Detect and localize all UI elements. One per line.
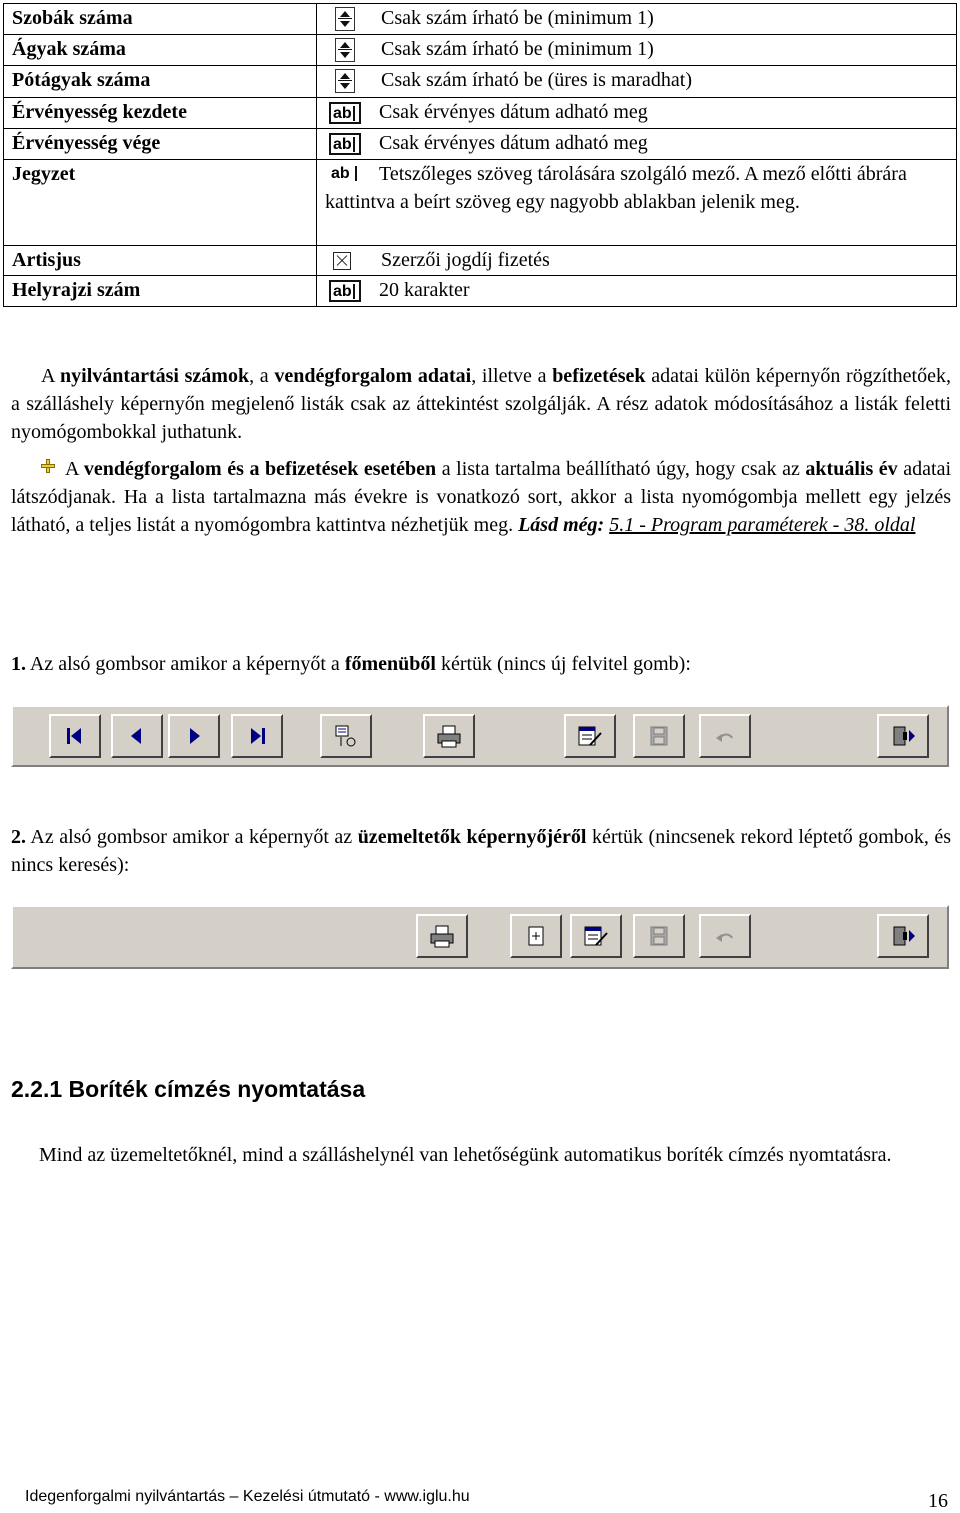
field-table — [3, 3, 957, 307]
checkbox-icon — [333, 252, 351, 270]
spinner-icon — [335, 7, 355, 31]
undo-button[interactable] — [699, 714, 751, 758]
print-icon — [428, 923, 456, 949]
print-icon — [435, 723, 463, 749]
undo-button[interactable] — [699, 914, 751, 958]
field-label: Pótágyak száma — [4, 66, 317, 98]
save-button[interactable] — [633, 914, 685, 958]
edit-icon — [582, 923, 610, 949]
table-row — [4, 246, 957, 276]
field-description: Csak érvényes dátum adható meg — [379, 101, 648, 123]
section-heading: 2.2.1 Boríték címzés nyomtatása — [11, 1076, 366, 1102]
new-record-icon — [522, 923, 550, 949]
next-record-icon — [180, 723, 208, 749]
field-description: 20 karakter — [379, 279, 470, 301]
search-button[interactable] — [320, 714, 372, 758]
first-record-icon — [61, 723, 89, 749]
toolbar-operators — [11, 905, 949, 969]
exit-icon — [889, 723, 917, 749]
footer-text: Idegenforgalmi nyilvántartás – Kezelési útmutató - www.iglu.hu — [25, 1488, 470, 1505]
plus-icon — [41, 459, 55, 473]
first-record-button[interactable] — [49, 714, 101, 758]
edit-icon — [576, 723, 604, 749]
field-label: Érvényesség kezdete — [4, 98, 317, 129]
undo-icon — [711, 723, 739, 749]
next-record-button[interactable] — [168, 714, 220, 758]
field-label: Szobák száma — [4, 4, 317, 35]
table-row — [4, 98, 957, 129]
save-icon — [645, 923, 673, 949]
table-row — [4, 160, 957, 246]
textbox-icon: ab — [329, 102, 361, 124]
see-also-label: Lásd még: — [518, 514, 605, 536]
paragraph-envelope: Mind az üzemeltetőknél, mind a szálláshelynél van lehetőségünk automatikus boríték címzés nyomtatásra. — [39, 1144, 892, 1166]
paragraph-intro: A nyilvántartási számok, a vendégforgalom adatai, illetve a befizetések adatai külön képernyőn rögzíthetőek, a szálláshely képernyőn megjelenő listák csak az áttekintést szolgálják. A rész adatok módosításához a listák feletti nyomógombokkal juthatunk. — [11, 365, 951, 443]
table-row — [4, 4, 957, 35]
paragraph-note: A vendégforgalom és a befizetések esetében a lista tartalma beállítható úgy, hogy csak az aktuális év adatai látszódjanak. Ha a lista tartalmazna más évekre is vonatkozó sort, akkor a lista nyomógombja mellett egy jelzés látható, a teljes listát a nyomógombra kattintva nézhetjük meg. Lásd még: 5.1 - Program paraméterek - 38. oldal — [11, 458, 952, 536]
new-record-button[interactable] — [510, 914, 562, 958]
save-button[interactable] — [633, 714, 685, 758]
field-description: Csak szám írható be (minimum 1) — [381, 38, 654, 60]
spinner-icon — [335, 69, 355, 93]
spinner-icon — [335, 38, 355, 62]
table-row — [4, 66, 957, 98]
search-icon — [332, 723, 360, 749]
exit-button[interactable] — [877, 914, 929, 958]
memo-icon[interactable]: ab — [329, 164, 361, 186]
table-row — [4, 276, 957, 307]
print-button[interactable] — [416, 914, 468, 958]
field-description: Csak szám írható be (minimum 1) — [381, 7, 654, 29]
prev-record-icon — [123, 723, 151, 749]
undo-icon — [711, 923, 739, 949]
table-row — [4, 35, 957, 66]
field-description: Tetszőleges szöveg tárolására szolgáló mező. A mező előtti ábrára kattintva a beírt szöveg egy nagyobb ablakban jelenik meg. — [325, 163, 907, 213]
field-description: Csak érvényes dátum adható meg — [379, 132, 648, 154]
print-button[interactable] — [423, 714, 475, 758]
item-2: 2. Az alsó gombsor amikor a képernyőt az üzemeltetők képernyőjéről kértük (nincsenek rekord léptető gombok, és nincs keresés): — [11, 826, 952, 876]
field-label: Ágyak száma — [4, 35, 317, 66]
field-label: Érvényesség vége — [4, 129, 317, 160]
textbox-icon: ab — [329, 280, 361, 302]
field-label: Artisjus — [4, 246, 317, 276]
cross-reference-link[interactable]: 5.1 - Program paraméterek - 38. oldal — [609, 514, 916, 536]
exit-icon — [889, 923, 917, 949]
prev-record-button[interactable] — [111, 714, 163, 758]
edit-button[interactable] — [570, 914, 622, 958]
edit-button[interactable] — [564, 714, 616, 758]
last-record-button[interactable] — [231, 714, 283, 758]
field-description: Szerzői jogdíj fizetés — [381, 249, 550, 271]
item-1: 1. Az alsó gombsor amikor a képernyőt a főmenüből kértük (nincs új felvitel gomb): — [11, 653, 691, 675]
textbox-icon: ab — [329, 133, 361, 155]
save-icon — [645, 723, 673, 749]
field-label: Jegyzet — [4, 160, 317, 246]
toolbar-main-menu — [11, 705, 949, 767]
field-description: Csak szám írható be (üres is maradhat) — [381, 69, 693, 91]
exit-button[interactable] — [877, 714, 929, 758]
page-number: 16 — [928, 1490, 948, 1512]
last-record-icon — [243, 723, 271, 749]
field-label: Helyrajzi szám — [4, 276, 317, 307]
table-row — [4, 129, 957, 160]
